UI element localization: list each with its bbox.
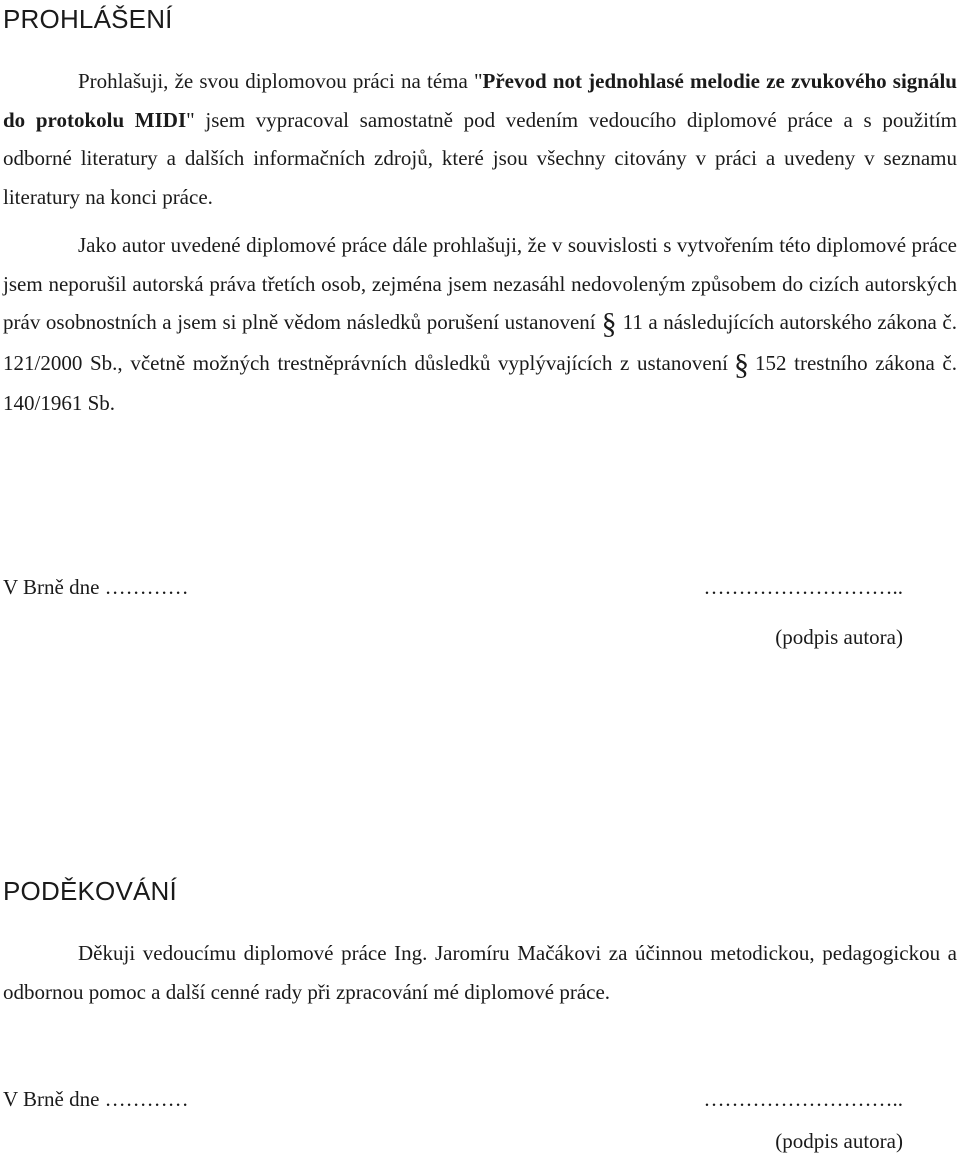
declaration-signature-caption: (podpis autora) (775, 625, 903, 649)
declaration-p2-part2: 11 a následujících autorského zákona č. 121/2000 Sb., včetně možných trestněprávních důsledků vyplývajících z ustanovení (3, 310, 958, 375)
declaration-place-date: V Brně dne ………… (3, 575, 189, 599)
thesis-title: Převod not jednohlasé melodie ze zvukového signálu do protokolu MIDI (3, 69, 957, 132)
declaration-paragraph-2 (3, 226, 957, 423)
declaration-rest-text: " jsem vypracoval samostatně pod vedením vedoucího diplomové práce a s použitím odborné literatury a dalších informačních zdrojů, které jsou všechny citovány v práci a uvedeny v seznamu literatury na konci práce. (3, 107, 957, 209)
acknowledgement-place-date: V Brně dne ………… (3, 1087, 189, 1111)
acknowledgement-paragraph: Děkuji vedoucímu diplomové práce Ing. Jaromíru Mačákovi za účinnou metodickou, pedagogickou a odbornou pomoc a další cenné rady při zpracování mé diplomové práce. (3, 941, 957, 1004)
declaration-p2-part3: 152 trestního zákona č. 140/1961 Sb. (3, 350, 957, 415)
acknowledgement-signature-line: ……………………….. (703, 1087, 903, 1111)
declaration-signature-line: ……………………….. (703, 575, 903, 599)
declaration-p2-part1: Jako autor uvedené diplomové práce dále prohlašuji, že v souvislosti s vytvořením této diplomové práce jsem neporušil autorská práva třetích osob, zejména jsem nezasáhl nedovoleným způsobem do cizích autorských práv osobnostních a jsem si plně vědom následků porušení ustanovení (3, 233, 957, 334)
acknowledgement-signature-caption: (podpis autora) (775, 1129, 903, 1153)
section-sign-1: § (601, 307, 617, 340)
declaration-paragraph-1 (3, 62, 957, 216)
section-sign-2: § (733, 347, 749, 381)
declaration-heading: PROHLÁŠENÍ (3, 4, 173, 34)
declaration-intro-text: Prohlašuji, že svou diplomovou práci na téma " (78, 69, 483, 93)
acknowledgement-heading: PODĚKOVÁNÍ (3, 876, 177, 906)
